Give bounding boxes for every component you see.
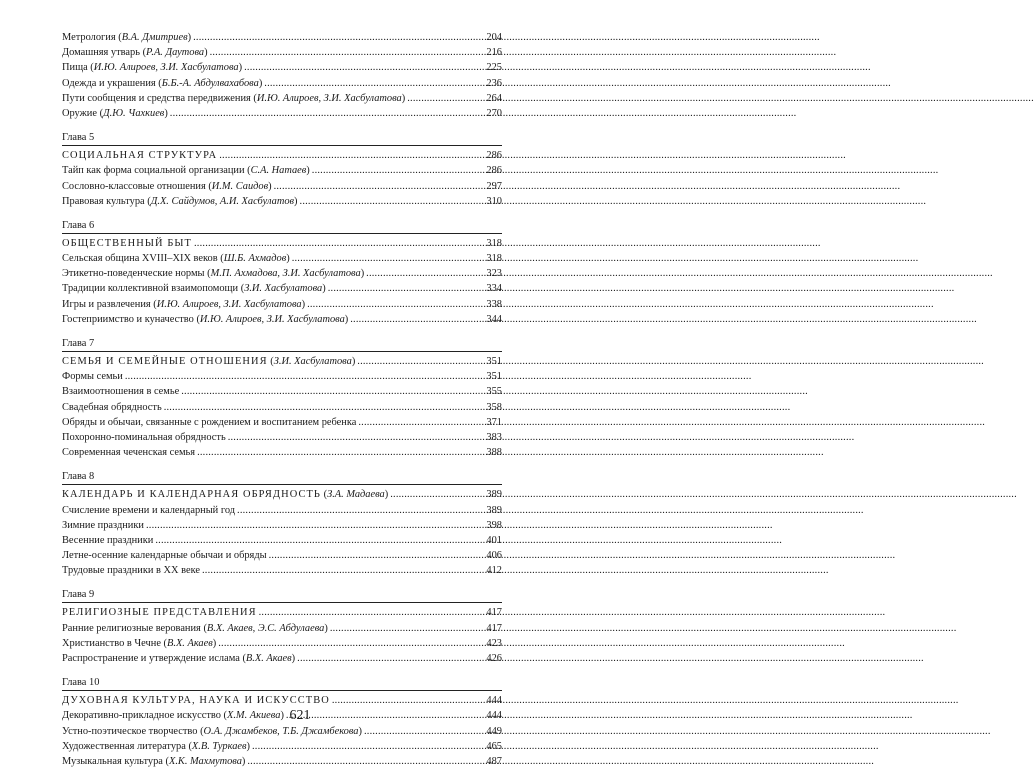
- dot-leader: [300, 194, 470, 209]
- entry-title-text: Декоративно-прикладное искусство: [62, 710, 221, 722]
- entry-page: 465: [486, 740, 502, 752]
- chapter-heading-line: [62, 233, 502, 251]
- entry-title: Домашняя утварь (Р.А. Даутова): [62, 47, 208, 59]
- entry-title: Распространение и утверждение ислама (В.Х. Акаев): [62, 653, 296, 664]
- chapter-heading-text: СОЦИАЛЬНАЯ СТРУКТУРА: [62, 150, 218, 162]
- entry-title: [62, 518, 144, 533]
- toc-entry: [62, 384, 502, 399]
- chapter-heading: [62, 236, 192, 251]
- toc-entry: [62, 548, 502, 563]
- entry-title: Этикетно-поведенческие нормы (М.П. Ахмадова, З.И. Хасбулатова): [62, 268, 365, 280]
- chapter-heading-line: [62, 484, 502, 502]
- entry-title-text: Игры и развлечения: [62, 298, 151, 310]
- toc-entry: [62, 651, 502, 666]
- dot-leader: [357, 354, 470, 369]
- entry-title-text: Трудовые праздники в XX веке: [62, 565, 200, 577]
- dot-leader: [197, 445, 470, 460]
- dot-leader: [244, 60, 470, 75]
- entry-title: Традиции коллективной взаимопомощи (З.И. Хасбулатова): [62, 283, 326, 295]
- toc-entry: [62, 194, 502, 209]
- entry-author: Б.Б.-А. Абдулвахабова: [161, 77, 259, 89]
- chapter-label: Глава 7: [62, 338, 95, 349]
- chapter-block: [62, 470, 502, 578]
- entry-title-text: Оружие: [62, 107, 97, 119]
- entry-title-text: Похоронно-поминальная обрядность: [62, 431, 226, 443]
- chapter-heading-line: [62, 145, 502, 163]
- entry-title-text: Домашняя утварь: [62, 47, 140, 59]
- chapter-block: [62, 131, 502, 209]
- toc-entry: [62, 30, 502, 45]
- entry-page: 383: [486, 431, 502, 443]
- entry-page: 401: [486, 534, 502, 546]
- entry-title-text: Ранние религиозные верования: [62, 622, 201, 634]
- entry-title-text: Христианство в Чечне: [62, 637, 161, 649]
- entry-title: [62, 533, 153, 548]
- entry-title-text: Правовая культура: [62, 195, 145, 207]
- entry-author: Х.К. Махмутова: [168, 755, 242, 767]
- entry-title-text: Гостеприимство и куначество: [62, 313, 194, 325]
- entry-title-text: Художественная литература: [62, 740, 186, 752]
- entry-page: 406: [486, 550, 502, 562]
- chapter-heading-text: ДУХОВНАЯ КУЛЬТУРА, НАУКА И ИСКУССТВО: [62, 695, 330, 707]
- toc-entry: [62, 533, 502, 548]
- entry-page: 297: [486, 180, 502, 192]
- toc-entry: [62, 91, 502, 106]
- chapter-label: Глава 8: [62, 471, 95, 483]
- entry-page: 318: [486, 237, 502, 249]
- entry-title-text: Сельская община XVIII–XIX веков: [62, 253, 218, 265]
- entry-title-text: Счисление времени и календарный год: [62, 504, 236, 516]
- entry-author: В.Х. Акаев: [245, 653, 292, 664]
- toc-entry: [62, 621, 502, 636]
- entry-title-text: Взаимоотношения в семье: [62, 386, 180, 398]
- entry-title: [62, 548, 267, 563]
- entry-page: 389: [486, 504, 502, 516]
- chapter-heading-text: СЕМЬЯ И СЕМЕЙНЫЕ ОТНОШЕНИЯ: [62, 356, 268, 367]
- entry-title-text: Традиции коллективной взаимопомощи: [62, 283, 239, 295]
- toc-entry: [62, 163, 502, 178]
- dot-leader: [332, 693, 470, 708]
- entry-title: Тайп как форма социальной организации (С.А. Натаев): [62, 165, 310, 177]
- entry-title: Христианство в Чечне (В.Х. Акаев): [62, 637, 217, 649]
- entry-page: 444: [486, 710, 502, 722]
- toc-entry: [62, 60, 502, 75]
- entry-title: Гостеприимство и куначество (И.Ю. Алироев, З.И. Хасбулатова): [62, 313, 349, 325]
- toc-entry: [62, 45, 502, 60]
- entry-title-text: Формы семьи: [62, 371, 123, 383]
- toc-entry: [62, 445, 502, 460]
- entry-author: И.М. Саидов: [211, 180, 269, 192]
- dot-leader: [202, 563, 470, 578]
- toc-entry: [62, 76, 502, 91]
- entry-page: 388: [486, 447, 502, 459]
- dot-leader: [407, 91, 470, 106]
- dot-leader: [210, 45, 470, 60]
- chapter-block: [62, 588, 502, 666]
- entry-page: 236: [486, 77, 502, 89]
- entry-author: И.Ю. Алироев, З.И. Хасбулатова: [256, 92, 402, 104]
- entry-page: 334: [486, 283, 502, 295]
- toc-entry: [62, 636, 502, 651]
- entry-author: З.И. Хасбулатова: [244, 283, 323, 295]
- entry-page: 426: [486, 653, 502, 664]
- entry-page: 318: [486, 253, 502, 265]
- chapter-heading: [62, 693, 330, 708]
- chapter-heading: СЕМЬЯ И СЕМЕЙНЫЕ ОТНОШЕНИЯ (З.И. Хасбулатова): [62, 356, 356, 367]
- entry-title: Одежда и украшения (Б.Б.-А. Абдулвахабова): [62, 77, 263, 89]
- chapter-label: Глава 6: [62, 219, 95, 231]
- chapter-heading-text: КАЛЕНДАРЬ И КАЛЕНДАРНАЯ ОБРЯДНОСТЬ: [62, 489, 321, 501]
- chapter-heading-text: ОБЩЕСТВЕННЫЙ БЫТ: [62, 237, 192, 249]
- toc-entry: [62, 400, 502, 415]
- toc-entry: [62, 415, 502, 430]
- dot-leader: [170, 106, 470, 121]
- toc-entry: [62, 724, 502, 739]
- dot-leader: [330, 621, 470, 636]
- entry-page: 412: [486, 565, 502, 577]
- entry-title-text: Современная чеченская семья: [62, 447, 196, 459]
- entry-title-text: Сословно-классовые отношения: [62, 180, 206, 192]
- toc-entry: [62, 266, 502, 281]
- entry-title: Игры и развлечения (И.Ю. Алироев, З.И. Хасбулатова): [62, 298, 306, 310]
- entry-page: 204: [486, 32, 502, 43]
- toc-entry: [62, 106, 502, 121]
- entry-title: Устно-поэтическое творчество (О.А. Джамбеков, Т.Б. Джамбекова): [62, 725, 362, 737]
- dot-leader: [274, 179, 470, 194]
- entry-author: И.Ю. Алироев, З.И. Хасбулатова: [93, 62, 239, 74]
- intro-entries: [62, 30, 502, 121]
- dot-leader: [237, 503, 470, 518]
- entry-page: 216: [486, 47, 502, 59]
- entry-page: 487: [486, 755, 502, 767]
- chapter-block: [62, 337, 502, 460]
- entry-author: В.А. Дмитриев: [121, 32, 188, 43]
- entry-title: Пути сообщения и средства передвижения (И.Ю. Алироев, З.И. Хасбулатова): [62, 92, 406, 104]
- dot-leader: [350, 312, 470, 327]
- entry-title: Музыкальная культура (Х.К. Махмутова): [62, 755, 246, 767]
- entry-title-text: Обряды и обычаи, связанные с рождением и воспитанием ребенка: [62, 416, 357, 428]
- dot-leader: [228, 430, 470, 445]
- entry-author: И.Ю. Алироев, З.И. Хасбулатова: [156, 298, 302, 310]
- entry-author: З.И. Хасбулатова: [273, 356, 352, 367]
- entry-title-text: Весенние праздники: [62, 534, 154, 546]
- chapter-block: [62, 219, 502, 327]
- toc-entry: [62, 179, 502, 194]
- entry-page: 449: [486, 725, 502, 737]
- entry-author: Ш.Б. Ахмадов: [223, 253, 287, 265]
- entry-author: Х.В. Туркаев: [191, 740, 247, 752]
- entry-page: 264: [486, 92, 502, 104]
- entry-page: 417: [486, 622, 502, 634]
- entry-title: [62, 430, 226, 445]
- page-number: 621: [289, 708, 311, 723]
- dot-leader: [307, 297, 470, 312]
- entry-page: 355: [486, 386, 502, 398]
- entry-author: З.А. Мадаева: [327, 489, 385, 501]
- entry-title-text: Свадебная обрядность: [62, 401, 162, 413]
- dot-leader: [264, 76, 470, 91]
- chapter-heading-text: РЕЛИГИОЗНЫЕ ПРЕДСТАВЛЕНИЯ: [62, 607, 257, 619]
- entry-page: 423: [486, 637, 502, 649]
- entry-page: 351: [486, 356, 502, 367]
- toc-entry: [62, 369, 502, 384]
- entry-title: Сословно-классовые отношения (И.М. Саидов): [62, 180, 272, 192]
- entry-title-text: Распространение и утверждение ислама: [62, 653, 240, 664]
- toc-entry: [62, 297, 502, 312]
- chapter-heading-line: [62, 602, 502, 620]
- entry-title-text: Метрология: [62, 32, 116, 43]
- entry-title-text: Музыкальная культура: [62, 755, 163, 767]
- toc-entry: [62, 518, 502, 533]
- chapter-label: Глава 5: [62, 132, 95, 144]
- toc-entry: [62, 281, 502, 296]
- entry-title: [62, 415, 356, 430]
- toc-entry: [62, 251, 502, 266]
- entry-title-text: Летне-осенние календарные обычаи и обряды: [62, 550, 267, 562]
- toc-entry: [62, 754, 502, 769]
- dot-leader: [164, 400, 470, 415]
- dot-leader: [219, 148, 470, 163]
- entry-page: 417: [486, 607, 502, 619]
- dot-leader: [366, 266, 470, 281]
- chapter-heading-line: [62, 690, 502, 708]
- entry-title: Метрология (В.А. Дмитриев): [62, 32, 192, 43]
- entry-title: Сельская община XVIII–XIX веков (Ш.Б. Ахмадов): [62, 253, 290, 265]
- entry-title: Оружие (Д.Ю. Чахкиев): [62, 107, 168, 119]
- dot-leader: [297, 651, 470, 666]
- entry-page: 358: [486, 401, 502, 413]
- entry-author: Р.А. Даутова: [146, 47, 205, 59]
- entry-author: Д.Ю. Чахкиев: [103, 107, 165, 119]
- toc-entry: [62, 312, 502, 327]
- entry-page: 323: [486, 268, 502, 280]
- entry-author: С.А. Натаев: [250, 165, 307, 177]
- dot-leader: [292, 251, 470, 266]
- entry-title: Ранние религиозные верования (В.Х. Акаев, Э.С. Абдулаева): [62, 622, 328, 634]
- dot-leader: [193, 30, 470, 45]
- table-of-contents: [62, 30, 502, 769]
- chapter-label: Глава 10: [62, 677, 100, 689]
- dot-leader: [358, 415, 470, 430]
- dot-leader: [259, 605, 470, 620]
- dot-leader: [390, 487, 470, 502]
- dot-leader: [328, 281, 470, 296]
- dot-leader: [125, 369, 470, 384]
- entry-title-text: Одежда и украшения: [62, 77, 156, 89]
- entry-page: 225: [486, 62, 502, 74]
- entry-page: 338: [486, 298, 502, 310]
- entry-author: О.А. Джамбеков, Т.Б. Джамбекова: [203, 725, 359, 737]
- entry-author: В.Х. Акаев: [167, 637, 213, 649]
- entry-page: 344: [486, 313, 502, 325]
- dot-leader: [194, 236, 470, 251]
- entry-page: 270: [486, 107, 502, 119]
- entry-title: Пища (И.Ю. Алироев, З.И. Хасбулатова): [62, 62, 243, 74]
- entry-page: 371: [486, 416, 502, 428]
- chapter-heading-line: [62, 351, 502, 369]
- dot-leader: [269, 548, 470, 563]
- entry-title: Художественная литература (Х.В. Туркаев): [62, 740, 250, 752]
- entry-title: Декоративно-прикладное искусство (Х.М. Акиева): [62, 710, 284, 722]
- chapters: [62, 131, 502, 769]
- entry-title: [62, 400, 162, 415]
- entry-page: 286: [486, 165, 502, 177]
- dot-leader: [218, 636, 470, 651]
- dot-leader: [181, 384, 470, 399]
- entry-author: И.Ю. Алироев, З.И. Хасбулатова: [199, 313, 345, 325]
- entry-page: 310: [486, 195, 502, 207]
- entry-title-text: Тайп как форма социальной организации: [62, 165, 245, 177]
- entry-author: Д.Х. Сайдумов, А.И. Хасбулатов: [150, 195, 295, 207]
- dot-leader: [146, 518, 470, 533]
- toc-entry: [62, 563, 502, 578]
- entry-title-text: Устно-поэтическое творчество: [62, 725, 198, 737]
- chapter-label: Глава 9: [62, 589, 95, 601]
- entry-title-text: Пути сообщения и средства передвижения: [62, 92, 251, 104]
- entry-title: [62, 369, 123, 384]
- toc-entry: [62, 430, 502, 445]
- toc-entry: [62, 503, 502, 518]
- entry-title: [62, 503, 235, 518]
- entry-title: [62, 384, 179, 399]
- chapter-heading: КАЛЕНДАРЬ И КАЛЕНДАРНАЯ ОБРЯДНОСТЬ (З.А. Мадаева): [62, 489, 389, 501]
- entry-title: [62, 563, 200, 578]
- dot-leader: [155, 533, 470, 548]
- entry-page: 389: [486, 489, 502, 501]
- entry-title: [62, 445, 195, 460]
- toc-entry: [62, 739, 502, 754]
- entry-author: М.П. Ахмадова, З.И. Хасбулатова: [210, 268, 361, 280]
- dot-leader: [252, 739, 470, 754]
- entry-author: Х.М. Акиева: [226, 710, 281, 722]
- entry-title-text: Зимние праздники: [62, 519, 144, 531]
- entry-page: 444: [486, 695, 502, 707]
- chapter-heading: [62, 605, 257, 620]
- chapter-heading: [62, 148, 217, 163]
- entry-author: В.Х. Акаев, Э.С. Абдулаева: [206, 622, 325, 634]
- entry-page: 351: [486, 371, 502, 383]
- entry-title-text: Пища: [62, 62, 88, 74]
- dot-leader: [312, 163, 470, 178]
- dot-leader: [247, 754, 470, 769]
- entry-title-text: Этикетно-поведенческие нормы: [62, 268, 205, 280]
- dot-leader: [364, 724, 470, 739]
- entry-title: Правовая культура (Д.Х. Сайдумов, А.И. Хасбулатов): [62, 195, 298, 207]
- entry-page: 398: [486, 519, 502, 531]
- entry-page: 286: [486, 150, 502, 162]
